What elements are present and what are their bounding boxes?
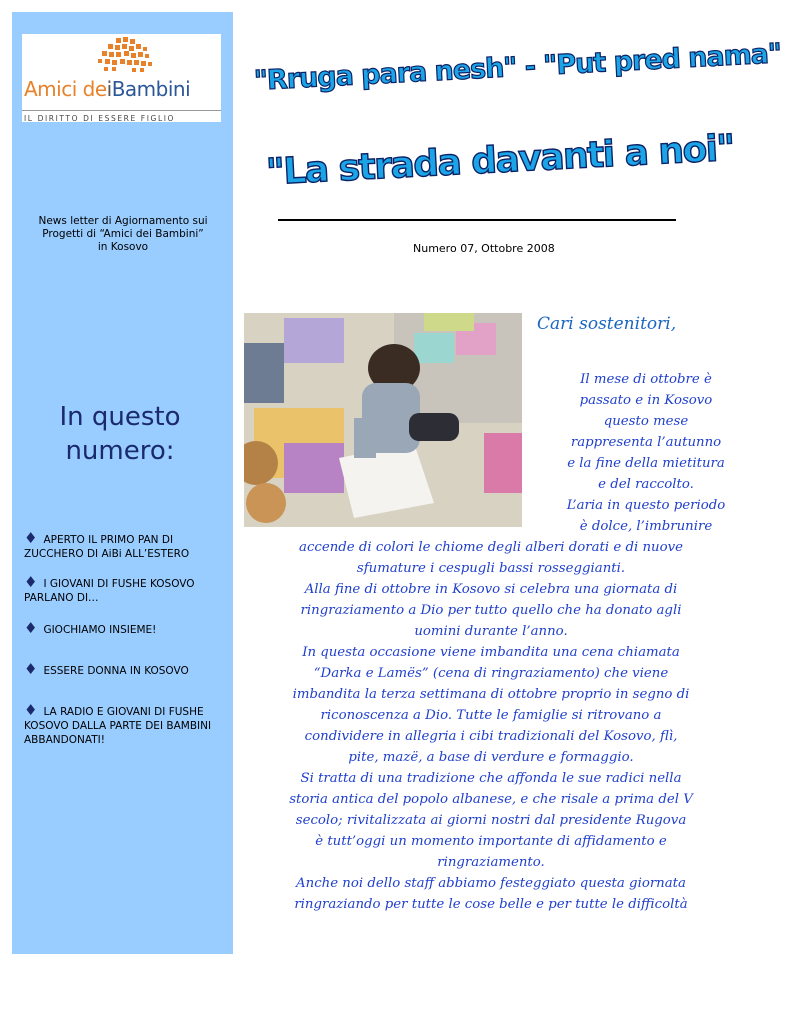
text-line: ringraziamento. (437, 855, 545, 870)
diamond-bullet-icon: ♦ (24, 619, 38, 637)
text-line: In questa occasione viene imbandita una cena chiamata (302, 645, 680, 660)
diamond-bullet-icon: ♦ (24, 529, 38, 547)
newsletter-line-2: Progetti di “Amici dei Bambini” (42, 228, 204, 240)
title-italian: "La strada davanti a noi" (265, 127, 735, 194)
in-this-issue-heading: In questo numero: (59, 402, 181, 466)
text-line: e del raccolto. (598, 477, 694, 492)
newsletter-line-3: in Kosovo (97, 241, 149, 253)
toc-item: ♦ APERTO IL PRIMO PAN DI ZUCCHERO DI AiBi ALL’ESTERO (24, 529, 190, 560)
text-line: imbandita la terza settimana di ottobre proprio in segno di (292, 687, 690, 702)
toc-item: ♦ GIOCHIAMO INSIEME! (24, 619, 157, 637)
title-albanian-serbian: "Rruga para nesh" - "Put pred nama" (253, 38, 782, 97)
sidebar-panel (12, 12, 233, 954)
newsletter-description (18, 215, 228, 254)
logo-divider (22, 110, 221, 111)
text-line: ringraziando per tutte le cose belle e per tutte le difficoltà (294, 897, 688, 912)
text-line: Si tratta di una tradizione che affonda le sue radici nella (300, 771, 682, 786)
text-line: questo mese (603, 414, 689, 429)
text-line: ringraziamento a Dio per tutto quello che ha donato agli (300, 603, 682, 618)
text-line: passato e in Kosovo (579, 393, 713, 408)
text-line: rappresenta l’autunno (570, 435, 722, 450)
toc-item: ♦ LA RADIO E GIOVANI DI FUSHE KOSOVO DALLA PARTE DEI BAMBINI ABBANDONATI! (24, 701, 212, 746)
logo-word-amici: Amici de (24, 77, 107, 101)
text-line: accende di colori le chiome degli alberi dorati e di nuove (299, 540, 683, 555)
text-line: condividere in allegria i cibi tradizionali del Kosovo, flì, (304, 729, 678, 744)
issue-number: Numero 07, Ottobre 2008 (413, 242, 555, 255)
text-line: sfumature i cespugli bassi rosseggianti. (356, 561, 626, 576)
text-line: Alla fine di ottobre in Kosovo si celebra una giornata di (304, 582, 678, 597)
header-rule (278, 219, 676, 221)
greeting: Cari sostenitori, (537, 314, 677, 334)
logo (22, 34, 221, 122)
logo-word-i: i (106, 77, 112, 101)
article-intro (527, 369, 765, 537)
text-line: e la fine della mietitura (567, 456, 725, 471)
text-line: storia antica del popolo albanese, e che risale a prima del V (289, 792, 693, 807)
newsletter-line-1: News letter di Agiornamento sui (38, 215, 208, 227)
text-line: riconoscenza a Dio. Tutte le famiglie si ritrovano a (320, 708, 662, 723)
text-line: è dolce, l’imbrunire (579, 519, 713, 534)
diamond-bullet-icon: ♦ (24, 660, 38, 678)
text-line: uomini durante l’anno. (414, 624, 568, 639)
toc-item: ♦ ESSERE DONNA IN KOSOVO (24, 660, 189, 678)
diamond-bullet-icon: ♦ (24, 573, 38, 591)
logo-tagline: IL DIRITTO DI ESSERE FIGLIO (24, 114, 176, 123)
text-line: L’aria in questo periodo (566, 498, 726, 513)
child-drawing-photo (244, 313, 522, 527)
text-line: Il mese di ottobre è (580, 372, 712, 387)
text-line: è tutt’oggi un momento importante di affidamento e (315, 834, 667, 849)
toc-item: ♦ I GIOVANI DI FUSHE KOSOVO PARLANO DI… (24, 573, 195, 604)
photo-illustration (244, 313, 522, 527)
text-line: pite, mazë, a base di verdure e formaggio. (348, 750, 634, 765)
diamond-bullet-icon: ♦ (24, 701, 38, 719)
text-line: “Darka e Lamës” (cena di ringraziamento) che viene (313, 666, 669, 681)
logo-wordmark (24, 77, 190, 101)
text-line: secolo; rivitalizzata ai giorni nostri dal presidente Rugova (295, 813, 687, 828)
logo-word-bambini: Bambini (111, 77, 191, 101)
text-line: Anche noi dello staff abbiamo festeggiato questa giornata (296, 876, 686, 891)
logo-tree-icon (86, 36, 166, 82)
article-body (236, 537, 746, 915)
